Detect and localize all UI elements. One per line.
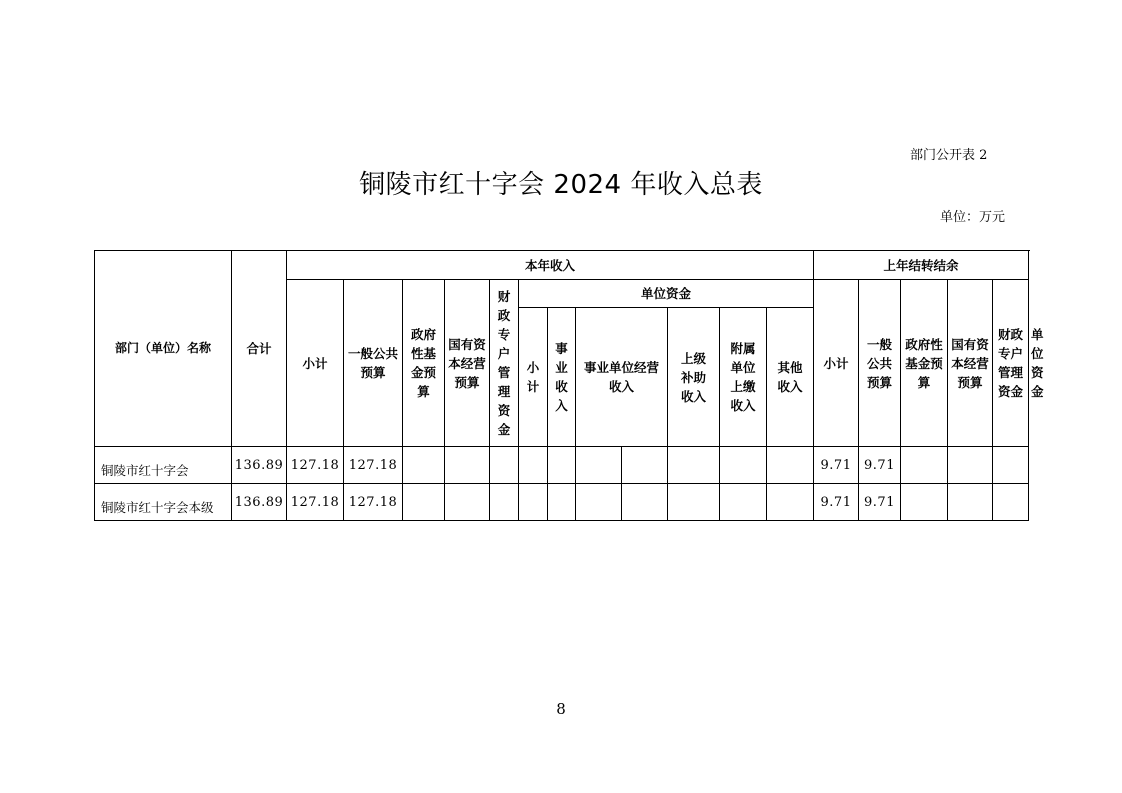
header-affiliated: 附属单位上缴收入 [720,308,767,447]
header-current-year-income: 本年收入 [287,251,814,280]
header-prior-fiscal-special: 财政专户管理资金 [993,280,1029,447]
row-prior-general: 9.71 [859,447,901,484]
table-row [95,484,1029,521]
header-prior-general-budget: 一般公共预算 [859,280,901,447]
header-unit-name: 部门（单位）名称 [95,251,232,447]
header-total: 合计 [232,251,287,447]
header-business-operation: 事业单位经营收入 [576,308,668,447]
row-prior-general: 9.71 [859,484,901,521]
row-current-general: 127.18 [344,447,403,484]
row-total: 136.89 [232,484,287,521]
form-number: 部门公开表 2 [910,148,988,163]
header-superior-subsidy: 上级补助收入 [668,308,720,447]
page-title: 铜陵市红十字会 2024 年收入总表 [359,170,763,200]
header-unit-funds-subtotal: 小计 [519,308,548,447]
header-current-general-budget: 一般公共预算 [344,280,403,447]
header-unit-funds-group: 单位资金 [519,280,814,308]
income-summary-table: 部门（单位）名称 合计 本年收入 上年结转结余 小计 一般公共预算 政府性基金预算 国有资本经营预算 财政专户管理资金 单位资金 小计 一般公共预算 政府性基金预算 国有资本经营预算 财政专户管理资金 单位资金 小计 事业收入 事业单位经营收入 上级补助收入 附属单位上缴收入 其他收入 铜陵市红十字会 136.89 127.18 127.18 9.71 9.71 铜陵市红十字会本级 136.89 127.18 127.18 9.71 9.71 [94,250,1029,521]
row-current-subtotal: 127.18 [287,484,344,521]
header-prior-subtotal: 小计 [814,280,859,447]
header-prior-gov-fund: 政府性基金预算 [901,280,948,447]
header-other-income: 其他收入 [767,308,814,447]
row-total: 136.89 [232,447,287,484]
header-current-subtotal: 小计 [287,280,344,447]
page-number: 8 [556,700,566,718]
header-prior-year-carryover: 上年结转结余 [814,251,1029,280]
unit-label: 单位：万元 [940,210,1006,225]
row-prior-subtotal: 9.71 [814,484,859,521]
row-current-general: 127.18 [344,484,403,521]
row-prior-subtotal: 9.71 [814,447,859,484]
header-prior-state-capital: 国有资本经营预算 [948,280,993,447]
header-current-fiscal-special: 财政专户管理资金 [490,280,519,447]
row-unit-name: 铜陵市红十字会 [95,447,232,484]
table-row [95,447,1029,484]
row-unit-name: 铜陵市红十字会本级 [95,484,232,521]
row-current-subtotal: 127.18 [287,447,344,484]
header-current-gov-fund: 政府性基金预算 [403,280,445,447]
header-current-state-capital: 国有资本经营预算 [445,280,490,447]
header-business-income: 事业收入 [548,308,576,447]
